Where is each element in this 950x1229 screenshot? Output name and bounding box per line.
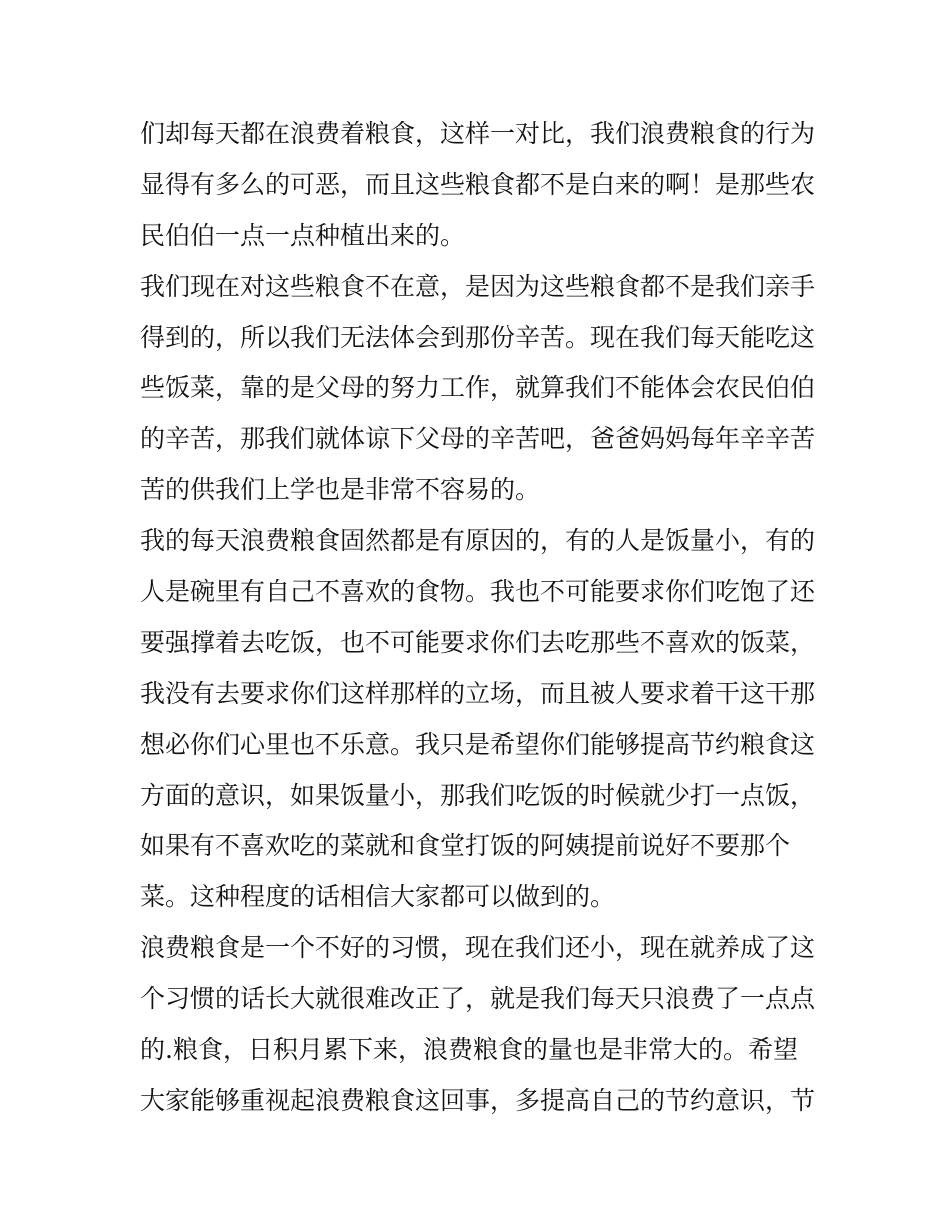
text-line: 大家能够重视起浪费粮食这回事，多提高自己的节约意识，节: [140, 1085, 816, 1115]
text-line: 如果有不喜欢吃的菜就和食堂打饭的阿姨提前说好不要那个: [140, 831, 791, 861]
text-line: 显得有多么的可恶，而且这些粮食都不是白来的啊！是那些农: [140, 169, 816, 199]
text-line: 些饭菜，靠的是父母的努力工作，就算我们不能体会农民伯伯: [140, 373, 816, 403]
text-line: 的.粮食，日积月累下来，浪费粮食的量也是非常大的。希望: [140, 1035, 798, 1065]
text-line: 菜。这种程度的话相信大家都可以做到的。: [140, 882, 616, 912]
text-line: 要强撑着去吃饭，也不可能要求你们去吃那些不喜欢的饭菜，: [140, 627, 816, 657]
text-line: 人是碗里有自己不喜欢的食物。我也不可能要求你们吃饱了还: [140, 577, 816, 607]
text-line: 得到的，所以我们无法体会到那份辛苦。现在我们每天能吃这: [140, 322, 816, 352]
text-line: 方面的意识，如果饭量小，那我们吃饭的时候就少打一点饭，: [140, 780, 816, 810]
text-line: 我的每天浪费粮食固然都是有原因的，有的人是饭量小，有的: [140, 526, 816, 556]
text-line: 们却每天都在浪费着粮食，这样一对比，我们浪费粮食的行为: [140, 119, 816, 148]
text-line: 个习惯的话长大就很难改正了，就是我们每天只浪费了一点点: [140, 984, 816, 1014]
text-line: 浪费粮食是一个不好的习惯，现在我们还小，现在就养成了这: [140, 933, 816, 963]
text-line: 民伯伯一点一点种植出来的。: [140, 220, 466, 250]
text-line: 我没有去要求你们这样那样的立场，而且被人要求着干这干那: [140, 678, 816, 708]
text-line: 我们现在对这些粮食不在意，是因为这些粮食都不是我们亲手: [140, 271, 816, 301]
document-body: [140, 109, 820, 1127]
text-line: 的辛苦，那我们就体谅下父母的辛苦吧，爸爸妈妈每年辛辛苦: [140, 424, 816, 454]
text-line: 苦的供我们上学也是非常不容易的。: [140, 475, 541, 505]
text-line: 想必你们心里也不乐意。我只是希望你们能够提高节约粮食这: [140, 729, 816, 759]
